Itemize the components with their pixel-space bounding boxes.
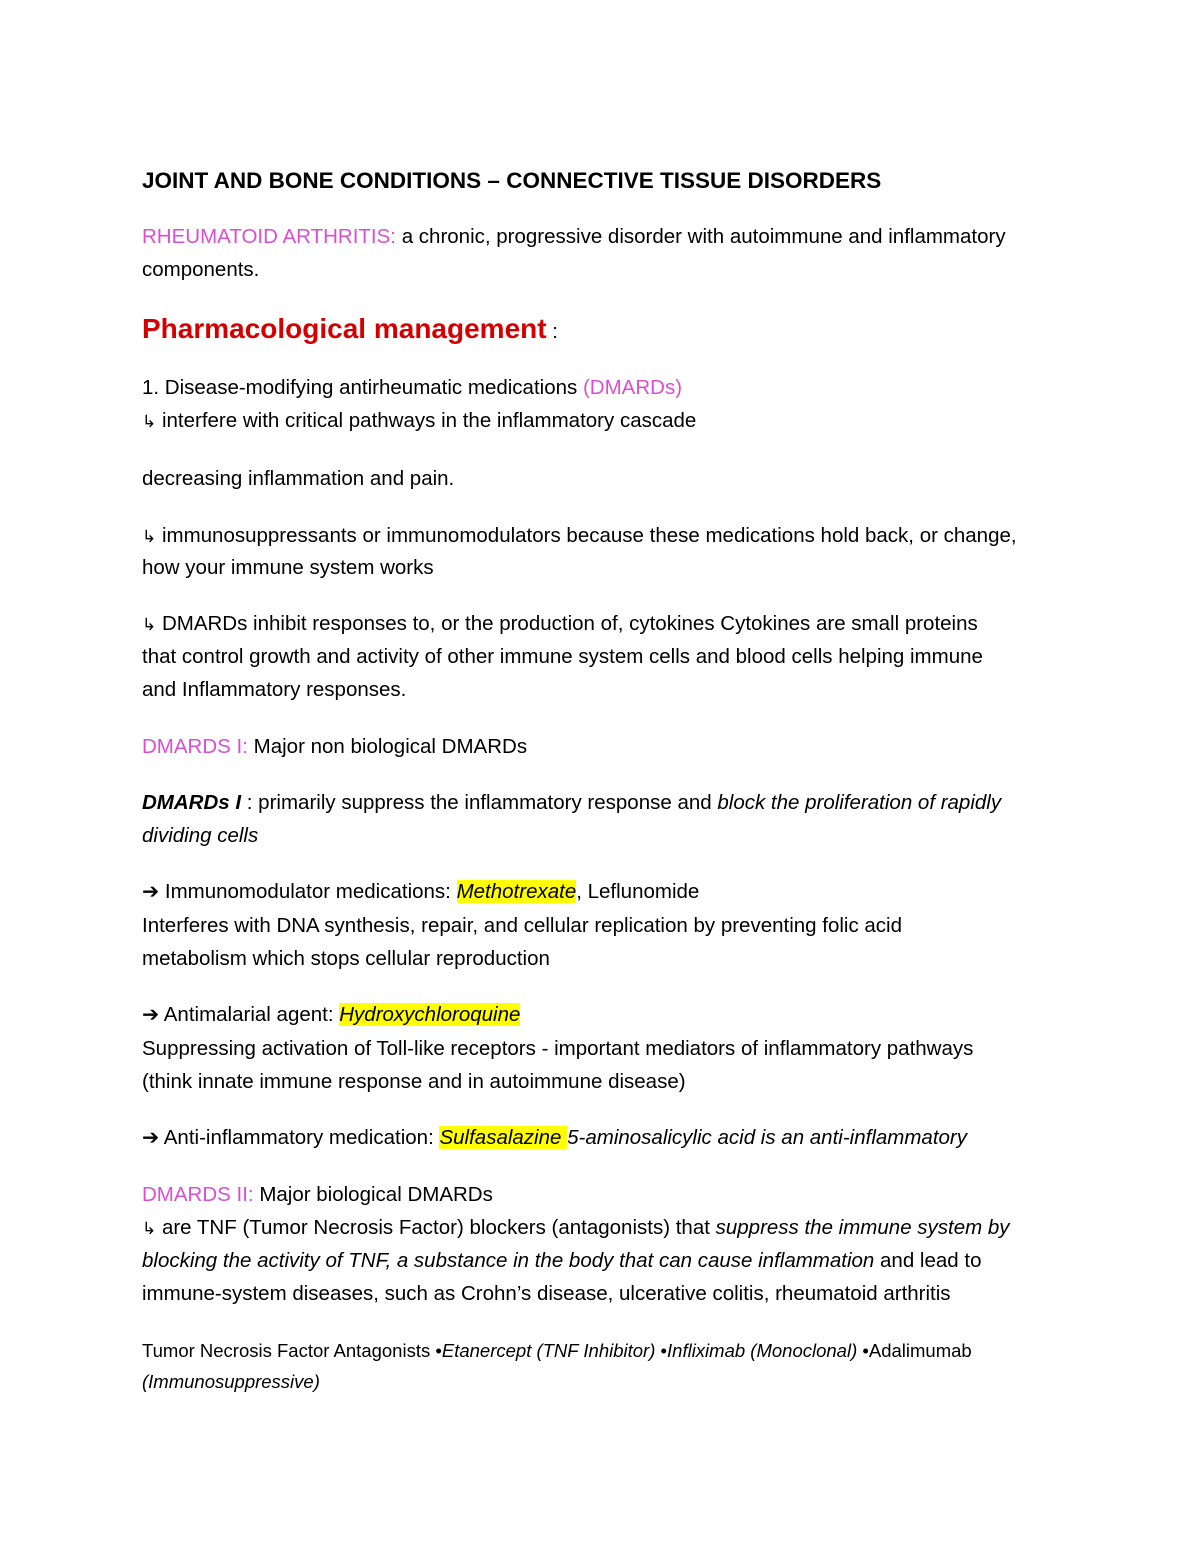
sulfasalazine: Sulfasalazine [439, 1126, 568, 1149]
tnf-line-1 [142, 1213, 1010, 1244]
bullet-icon: • [435, 1340, 442, 1361]
dmards2-heading [142, 1180, 493, 1210]
pharm-heading-colon: : [546, 320, 558, 343]
hydroxychloroquine: Hydroxychloroquine [339, 1003, 521, 1026]
interfere-line [142, 406, 696, 437]
dmards1-desc: Major non biological DMARDs [247, 735, 528, 758]
dmards1-bold-term: DMARDs I [142, 791, 242, 814]
immunomodulator-desc-2: metabolism which stops cellular reproduction [142, 947, 550, 970]
dmards-item-1-text: 1. Disease-modifying antirheumatic medications [142, 376, 583, 399]
leflunomide: , Leflunomide [576, 880, 700, 903]
antimalarial-line [142, 1000, 520, 1030]
ra-definition: a chronic, progressive disorder with autoimmune and inflammatory [396, 225, 1006, 248]
decreasing-line: decreasing inflammation and pain. [142, 467, 455, 490]
bullet-icon: • [862, 1340, 869, 1361]
immuno-line-2: how your immune system works [142, 556, 434, 579]
antimalarial-desc-1: Suppressing activation of Toll-like receptors - important mediators of inflammatory pathways [142, 1037, 974, 1060]
pharm-heading-row [142, 312, 558, 349]
cytokine-line-3: and Inflammatory responses. [142, 678, 407, 701]
ra-term: RHEUMATOID ARTHRITIS: [142, 225, 396, 248]
tnf-text-1b: suppress the immune system by [715, 1216, 1010, 1239]
dmards1-heading [142, 732, 527, 762]
methotrexate: Methotrexate [456, 880, 577, 903]
cytokine-line-1 [142, 609, 978, 640]
tnf-line-3: immune-system diseases, such as Crohn’s disease, ulcerative colitis, rheumatoid arthritis [142, 1282, 951, 1305]
antagonists-line-2: (Immunosuppressive) [142, 1371, 320, 1392]
dmards2-label: DMARDS II: [142, 1183, 254, 1206]
document-title: JOINT AND BONE CONDITIONS – CONNECTIVE TISSUE DISORDERS [142, 168, 882, 193]
return-arrow-icon: ↳ [142, 527, 157, 547]
pharm-heading: Pharmacological management [142, 313, 547, 344]
antiinflammatory-line [142, 1123, 967, 1153]
dmards-item-1 [142, 373, 682, 403]
tnf-text-1a: are TNF (Tumor Necrosis Factor) blockers (antagonists) that [156, 1216, 716, 1239]
right-arrow-icon: ➔ [142, 1003, 160, 1026]
tnf-line-2 [142, 1246, 981, 1276]
dmards1-suppress-italic: block the proliferation of rapidly [717, 791, 1002, 814]
immunomodulator-desc-1: Interferes with DNA synthesis, repair, and cellular replication by preventing folic acid [142, 914, 903, 937]
etanercept: Etanercept (TNF Inhibitor) [441, 1340, 661, 1361]
antimalarial-label: Antimalarial agent: [159, 1003, 340, 1026]
interfere-text: interfere with critical pathways in the inflammatory cascade [156, 409, 697, 432]
cytokine-line-2: that control growth and activity of other immune system cells and blood cells helping immune [142, 645, 983, 668]
dmards2-desc: Major biological DMARDs [253, 1183, 493, 1206]
antagonists-lead: Tumor Necrosis Factor Antagonists [142, 1340, 436, 1361]
antiinflammatory-label: Anti-inflammatory medication: [159, 1126, 440, 1149]
cytokine-text-1: DMARDs inhibit responses to, or the production of, cytokines Cytokines are small proteins [156, 612, 978, 635]
dmards-abbr: (DMARDs) [582, 376, 683, 399]
antiinflammatory-italic: 5-aminosalicylic acid is an anti-inflammatory [567, 1126, 967, 1149]
immunomodulator-label: Immunomodulator medications: [159, 880, 457, 903]
antagonists-line-1 [142, 1336, 972, 1366]
immuno-line-1 [142, 521, 1017, 552]
ra-definition-line-2: components. [142, 258, 260, 281]
tnf-text-2a: blocking the activity of TNF, a substance in the body that can cause inflammation [142, 1249, 875, 1272]
tnf-text-2b: and lead to [874, 1249, 982, 1272]
antimalarial-desc-2: (think innate immune response and in autoimmune disease) [142, 1070, 686, 1093]
dmards1-suppress-line-1 [142, 788, 1001, 818]
right-arrow-icon: ➔ [142, 1126, 160, 1149]
return-arrow-icon: ↳ [142, 1219, 157, 1239]
return-arrow-icon: ↳ [142, 615, 157, 635]
adalimumab: Adalimumab [868, 1340, 972, 1361]
bullet-icon: • [660, 1340, 668, 1361]
right-arrow-icon: ➔ [142, 880, 160, 903]
dmards1-label: DMARDS I: [142, 735, 248, 758]
infliximab: Infliximab (Monoclonal) [667, 1340, 863, 1361]
return-arrow-icon: ↳ [142, 412, 157, 432]
dmards1-suppress-line-2: dividing cells [142, 824, 259, 847]
immuno-text-1: immunosuppressants or immunomodulators because these medications hold back, or change, [156, 524, 1017, 547]
document-page [142, 0, 1067, 1553]
ra-definition-line-1 [142, 222, 1006, 252]
immunomodulator-line [142, 877, 699, 907]
dmards1-suppress-text: : primarily suppress the inflammatory response and [241, 791, 718, 814]
